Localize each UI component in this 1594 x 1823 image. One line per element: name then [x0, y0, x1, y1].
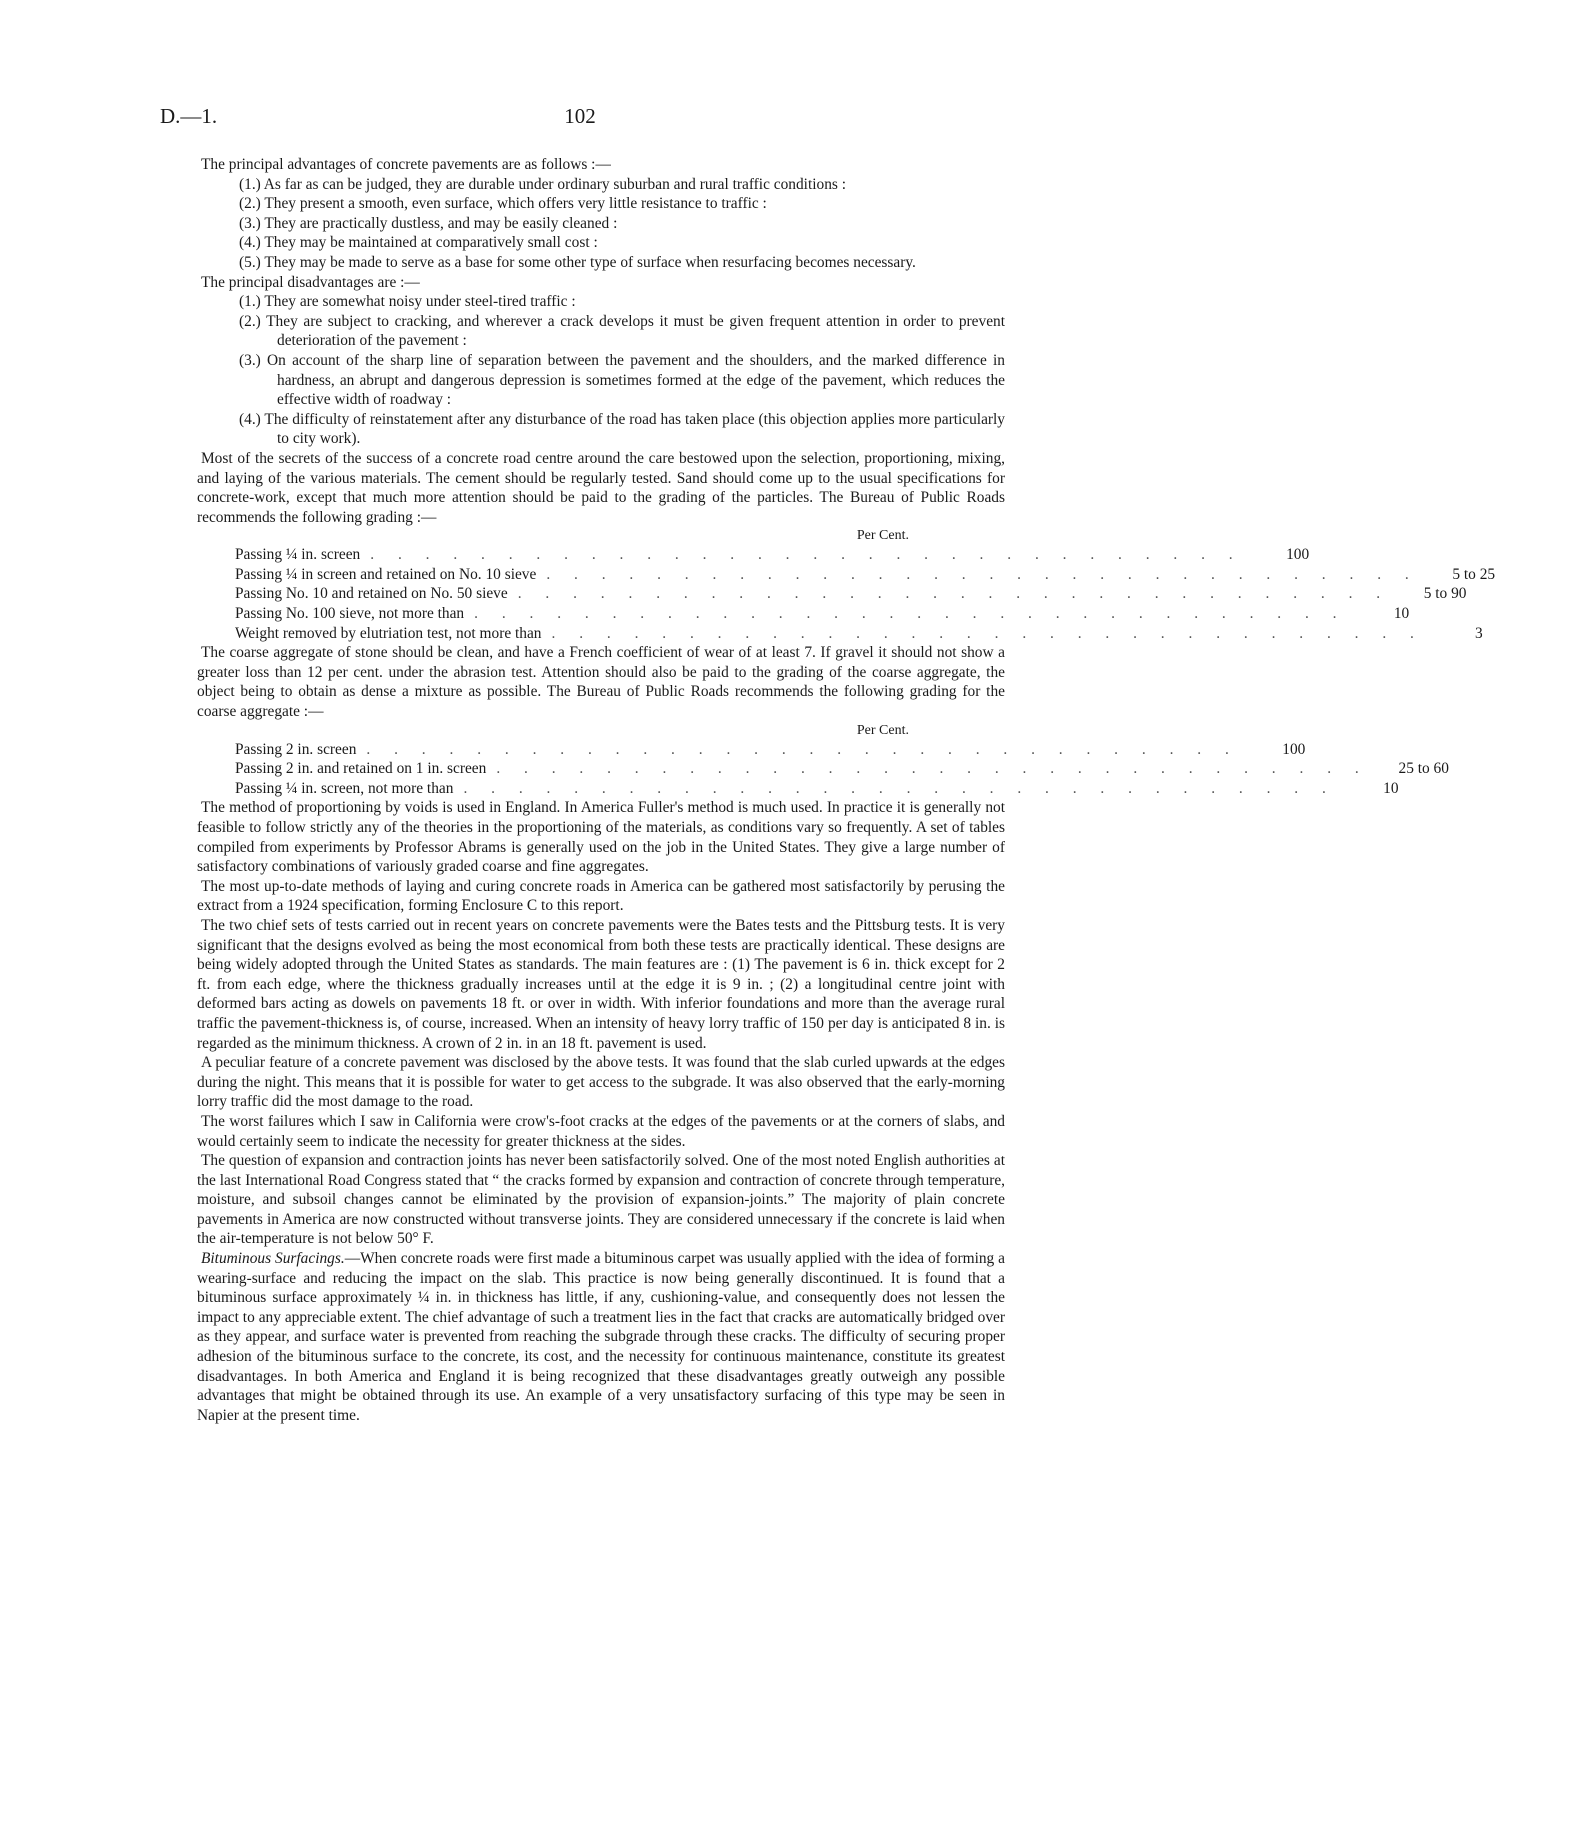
row-value: 100: [1286, 546, 1310, 564]
table-header-per-cent: Per Cent.: [856, 528, 909, 544]
section-reference: D.—1.: [160, 104, 218, 128]
row-value: 25 to 60: [1398, 760, 1449, 778]
advantage-item: (5.) They may be made to serve as a base for some other type of surface when resurfacing becomes necessary.: [239, 253, 916, 271]
leader-dots: . . . . . . . . . . . . . . . . . . . . . . . . . . . . . . . .: [517, 585, 1391, 603]
table-row: [235, 565, 1496, 585]
row-label: Weight removed by elutriation test, not more than: [235, 624, 542, 642]
bituminous-heading: Bituminous Surfacings.: [201, 1250, 345, 1268]
advantage-item: (3.) They are practically dustless, and may be easily cleaned :: [239, 214, 618, 232]
paragraph-joints: The question of expansion and contraction joints has never been satisfactorily solved. One of the most noted English authorities at the last International Road Congress stated that “ the cracks formed by expansion and contraction of concrete through temperature, moisture, and subsoil changes cannot be eliminated by the provision of expansion-joints.” The majority of plain concrete pavements in America are now constructed without transverse joints. They are considered unnecessary if the concrete is laid when the air-temperature is not below 50° F.: [197, 1152, 1005, 1248]
row-value: 10: [1393, 605, 1410, 623]
sand-grading-table: [235, 527, 1496, 643]
page-header: [160, 104, 1000, 134]
table-row: [235, 624, 1483, 644]
row-label: Passing 2 in. screen: [235, 740, 357, 758]
row-label: Passing No. 100 sieve, not more than: [235, 605, 465, 623]
bituminous-text: —When concrete roads were first made a bituminous carpet was usually applied with the idea of forming a wearing-surface and reducing the impact on the slab. This practice is now being generally discontinued. It is found that a bituminous surface approximately ¼ in. in thickness has little, if any, cushioning-value, and consequently does not lessen the impact to any appreciable extent. The chief advantage of such a treatment lies in the fact that cracks are automatically bridged over as they appear, and surface water is prevented from reaching the subgrade through these cracks. The difficulty of securing proper adhesion of the bituminous surface to the concrete, its cost, and the necessity for continuous maintenance, constitute its greatest disadvantages. In both America and England it is being recognized that these disadvantages greatly outweigh any possible advantages that might be obtained through its use. An example of a very unsatisfactory surfacing of this type may be seen in Napier at the present time.: [197, 1250, 1005, 1424]
leader-dots: . . . . . . . . . . . . . . . . . . . . . . . . . . . . . . . .: [366, 740, 1239, 758]
disadvantage-item: (4.) The difficulty of reinstatement after any disturbance of the road has taken place (this objection applies more particularly to city work).: [239, 410, 1005, 448]
paragraph-peculiar-feature: A peculiar feature of a concrete pavement was disclosed by the above tests. It was found that the slab curled upwards at the edges during the night. This means that it is possible for water to get access to the subgrade. It was also observed that the early-morning lorry traffic did the most damage to the road.: [197, 1054, 1005, 1111]
leader-dots: . . . . . . . . . . . . . . . . . . . . . . . . . . . . . . . .: [546, 565, 1419, 583]
leader-dots: . . . . . . . . . . . . . . . . . . . . . . . . . . . . . . . .: [370, 546, 1243, 564]
table-row: [235, 740, 1306, 760]
page-body: [197, 155, 1496, 1425]
row-label: Passing ¼ in screen and retained on No. 10 sieve: [235, 565, 537, 583]
table-row: [235, 779, 1399, 799]
row-value: 100: [1282, 740, 1306, 758]
row-value: 5 to 90: [1423, 585, 1467, 603]
page-number: 102: [564, 104, 596, 128]
table-row: [235, 604, 1410, 624]
paragraph-failures: The worst failures which I saw in California were crow's-foot cracks at the edges of the pavements or at the corners of slabs, and would certainly seem to indicate the necessity for greater thickness at the sides.: [197, 1112, 1005, 1150]
table-row: [235, 584, 1467, 604]
row-label: Passing ¼ in. screen: [235, 546, 361, 564]
leader-dots: . . . . . . . . . . . . . . . . . . . . . . . . . . . . . . . .: [463, 779, 1336, 797]
paragraph-proportioning: The method of proportioning by voids is used in England. In America Fuller's method is much used. In practice it is generally not feasible to follow strictly any of the theories in the proportioning of the materials, as conditions vary so frequently. A set of tables compiled from experiments by Professor Abrams is generally used on the job in the United States. They give a large number of satisfactory combinations of variously graded coarse and fine aggregates.: [197, 799, 1005, 876]
disadvantage-item: (1.) They are somewhat noisy under steel-tired traffic :: [239, 293, 576, 311]
advantage-item: (1.) As far as can be judged, they are durable under ordinary suburban and rural traffic conditions :: [239, 175, 847, 193]
row-label: Passing ¼ in. screen, not more than: [235, 779, 454, 797]
paragraph-methods: The most up-to-date methods of laying and curing concrete roads in America can be gathered most satisfactorily by perusing the extract from a 1924 specification, forming Enclosure C to this report.: [197, 877, 1005, 915]
paragraph-coarse-aggregate: The coarse aggregate of stone should be clean, and have a French coefficient of wear of at least 7. If gravel it should not show a greater loss than 12 per cent. under the abrasion test. Attention should also be paid to the grading of the coarse aggregate, the object being to obtain as dense a mixture as possible. The Bureau of Public Roads recommends the following grading for the coarse aggregate :—: [197, 644, 1005, 721]
row-value: 10: [1383, 779, 1399, 797]
table-row: [235, 545, 1310, 565]
paragraph-tests: The two chief sets of tests carried out in recent years on concrete pavements were the Bates tests and the Pittsburg tests. It is very significant that the designs evolved as being the most economical from both these tests are practically identical. These designs are being widely adopted through the United States as standards. The main features are : (1) The pavement is 6 in. thick except for 2 ft. from each edge, where the thickness gradually increases until at the edge it is 9 in. ; (2) a longitudinal centre joint with deformed bars acting as dowels on pavements 18 ft. or over in width. With inferior foundations and more than the average rural traffic the pavement-thickness is, of course, increased. When an intensity of heavy lorry traffic of 150 per day is anticipated 8 in. is regarded as the minimum thickness. A crown of 2 in. in an 18 ft. pavement is used.: [197, 916, 1005, 1052]
leader-dots: . . . . . . . . . . . . . . . . . . . . . . . . . . . . . . . .: [496, 760, 1369, 778]
advantage-item: (2.) They present a smooth, even surface, which offers very little resistance to traffic :: [239, 195, 767, 213]
disadvantage-item: (3.) On account of the sharp line of separation between the pavement and the shoulders, and the marked difference in hardness, an abrupt and dangerous depression is sometimes formed at the edge of the pavement, which reduces the effective width of roadway :: [239, 351, 1005, 409]
advantages-intro: The principal advantages of concrete pavements are as follows :—: [201, 156, 611, 173]
leader-dots: . . . . . . . . . . . . . . . . . . . . . . . . . . . . . . . .: [551, 624, 1424, 642]
leader-dots: . . . . . . . . . . . . . . . . . . . . . . . . . . . . . . . .: [474, 605, 1347, 623]
table-header-per-cent: Per Cent.: [856, 722, 909, 738]
table-row: [235, 759, 1449, 779]
coarse-grading-table: [235, 722, 1449, 799]
paragraph-secrets: Most of the secrets of the success of a concrete road centre around the care bestowed upon the selection, proportioning, mixing, and laying of the various materials. The cement should be regularly tested. Sand should come up to the usual specifications for concrete-work, except that much more attention should be paid to the grading of the particles. The Bureau of Public Roads recommends the following grading :—: [197, 449, 1005, 526]
paragraph-bituminous: [197, 1249, 1005, 1425]
row-label: Passing 2 in. and retained on 1 in. screen: [235, 760, 487, 778]
row-value: 3: [1475, 624, 1483, 642]
disadvantage-item: (2.) They are subject to cracking, and wherever a crack develops it must be given frequent attention in order to prevent deterioration of the pavement :: [239, 312, 1005, 350]
disadvantages-intro: The principal disadvantages are :—: [201, 273, 420, 291]
advantage-item: (4.) They may be maintained at comparatively small cost :: [239, 234, 598, 252]
row-value: 5 to 25: [1452, 565, 1496, 583]
row-label: Passing No. 10 and retained on No. 50 sieve: [235, 585, 508, 603]
